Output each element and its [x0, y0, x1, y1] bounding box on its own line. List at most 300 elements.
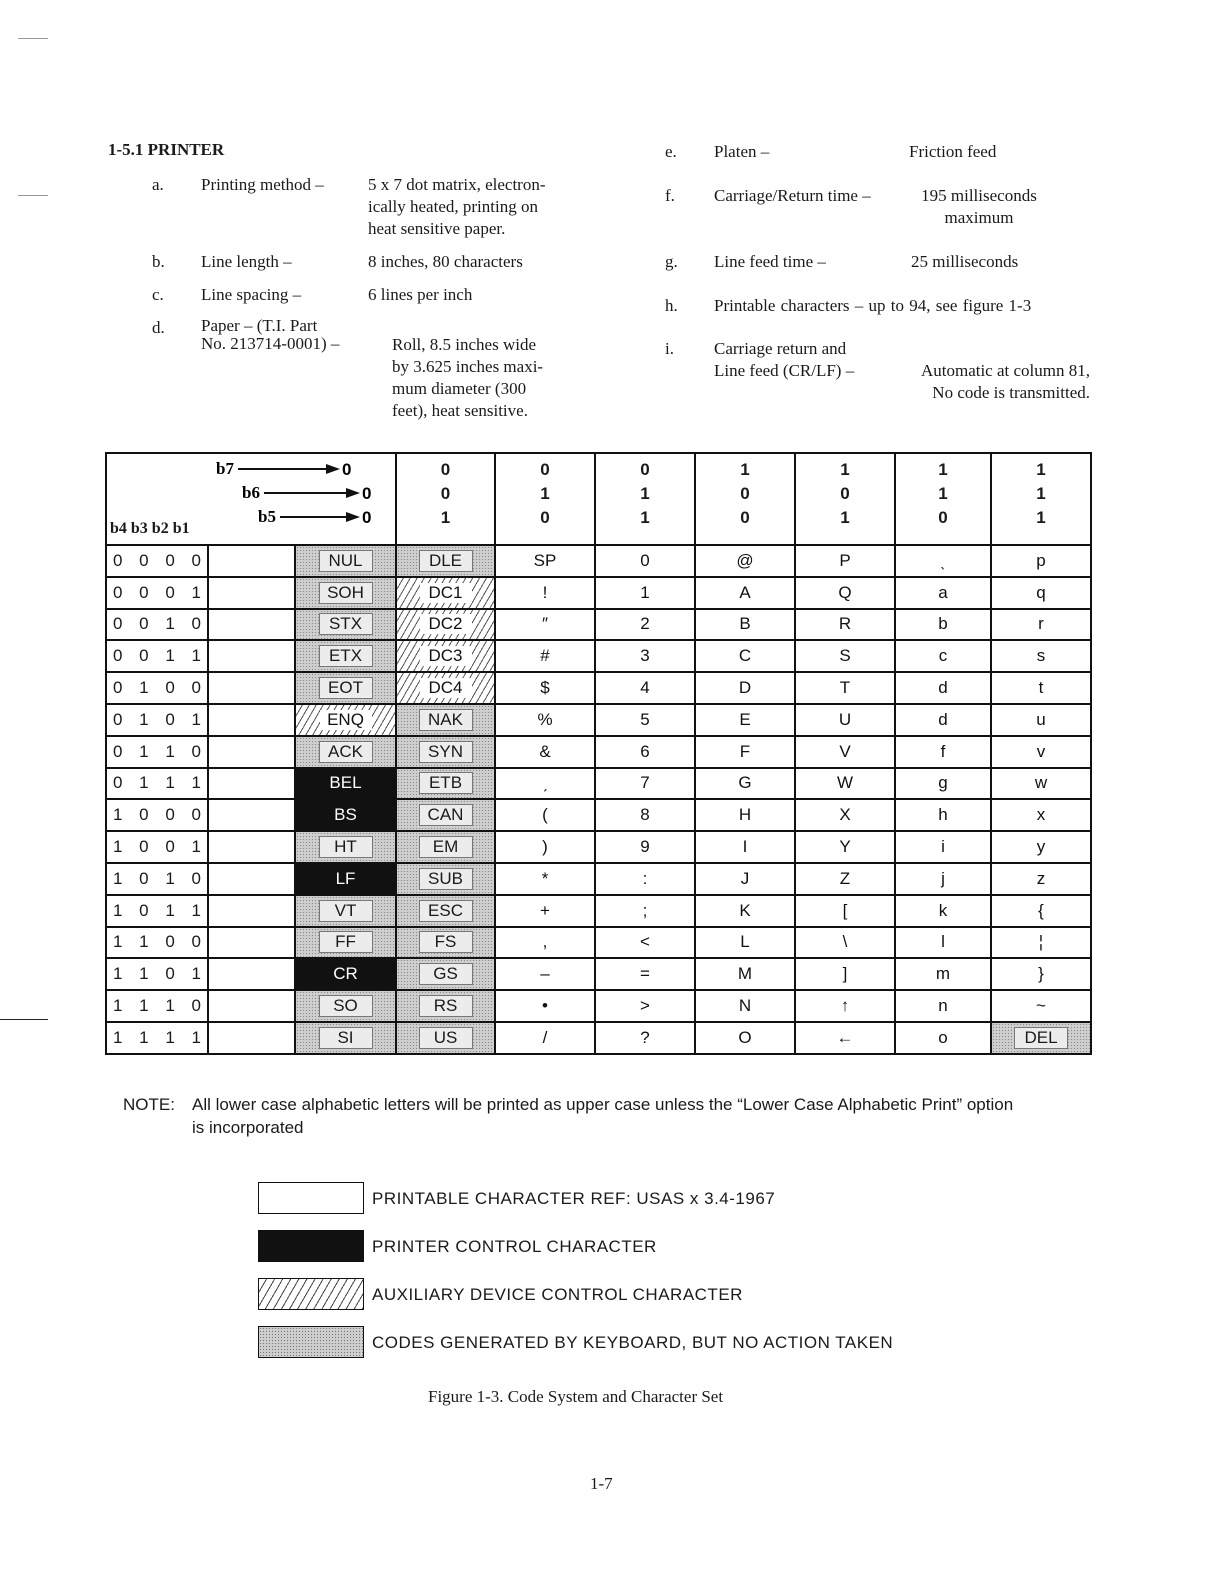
code-char: ) — [542, 837, 548, 857]
code-char: ( — [542, 805, 548, 825]
code-cell — [396, 831, 495, 863]
spec-c-value: 6 lines per inch — [368, 285, 473, 304]
code-cell — [595, 799, 695, 831]
code-cell — [991, 736, 1091, 768]
spec-i-label: Carriage return and Line feed (CR/LF) – — [714, 339, 855, 380]
code-char: $ — [540, 678, 550, 698]
code-char: DEL — [1014, 1027, 1068, 1049]
code-cell — [695, 609, 795, 641]
col-header-2: 0 1 0 — [495, 453, 595, 545]
code-char: * — [541, 868, 549, 888]
table-row — [106, 799, 1091, 831]
code-cell — [595, 768, 695, 800]
code-char: ] — [842, 964, 848, 984]
code-char: f — [940, 741, 946, 761]
row-spacer — [208, 545, 295, 577]
code-cell — [895, 831, 991, 863]
code-char: H — [738, 805, 752, 825]
b6-label: b6 — [242, 483, 260, 502]
code-cell — [795, 704, 895, 736]
table-row — [106, 831, 1091, 863]
code-char: 3 — [640, 646, 650, 666]
note-label: NOTE: — [123, 1095, 175, 1114]
code-cell — [895, 672, 991, 704]
code-char: 1 — [640, 582, 650, 602]
code-cell — [795, 545, 895, 577]
row-spacer — [208, 831, 295, 863]
code-char: n — [938, 996, 948, 1016]
code-char: Y — [839, 837, 851, 857]
code-cell — [991, 895, 1091, 927]
code-char: 9 — [640, 837, 650, 857]
code-char: p — [1036, 550, 1046, 570]
row-bits: 0 1 0 1 — [106, 704, 208, 736]
code-cell — [595, 609, 695, 641]
code-char: @ — [736, 550, 754, 570]
code-char: ″ — [541, 614, 549, 634]
spec-c-letter: c. — [152, 285, 164, 304]
row-bits: 1 0 0 0 — [106, 799, 208, 831]
code-char: u — [1036, 709, 1046, 729]
code-char: SYN — [419, 741, 473, 763]
code-cell — [595, 927, 695, 959]
code-char: ↑ — [840, 996, 850, 1016]
code-char: CAN — [419, 804, 473, 826]
code-char: RS — [419, 995, 473, 1017]
low-bits-label: b4 b3 b2 b1 — [106, 453, 208, 545]
code-cell — [991, 831, 1091, 863]
code-cell — [991, 640, 1091, 672]
code-table — [105, 452, 1092, 1055]
col-header-7: 1 1 1 — [991, 453, 1091, 545]
code-cell — [495, 672, 595, 704]
spec-g-label: Line feed time – — [714, 252, 826, 271]
code-char: U — [838, 709, 852, 729]
row-spacer — [208, 704, 295, 736]
code-cell — [396, 545, 495, 577]
code-char: P — [839, 550, 851, 570]
col-header-1: 0 0 1 — [396, 453, 495, 545]
code-cell — [595, 990, 695, 1022]
code-cell — [895, 577, 991, 609]
code-char: US — [419, 1027, 473, 1049]
code-char: v — [1036, 741, 1046, 761]
code-char: ; — [642, 900, 648, 920]
code-cell — [495, 640, 595, 672]
code-cell — [991, 1022, 1091, 1054]
code-cell — [396, 768, 495, 800]
code-char: ESC — [419, 900, 473, 922]
row-spacer — [208, 895, 295, 927]
code-cell — [795, 990, 895, 1022]
code-char: K — [739, 900, 751, 920]
code-cell — [495, 609, 595, 641]
code-cell — [595, 672, 695, 704]
code-char: SO — [319, 995, 373, 1017]
code-cell — [396, 640, 495, 672]
table-row — [106, 895, 1091, 927]
code-cell — [595, 704, 695, 736]
code-cell — [295, 577, 396, 609]
code-char: C — [738, 646, 752, 666]
code-char: B — [739, 614, 751, 634]
code-char: FS — [419, 931, 473, 953]
code-cell — [895, 895, 991, 927]
table-row — [106, 609, 1091, 641]
code-char: % — [537, 709, 553, 729]
code-char: l — [941, 932, 945, 952]
code-char: + — [540, 900, 550, 920]
spec-e-letter: e. — [665, 142, 677, 161]
code-cell — [595, 577, 695, 609]
code-char: – — [540, 964, 550, 984]
spec-d-letter: d. — [152, 318, 165, 337]
code-cell — [991, 799, 1091, 831]
code-char: < — [640, 932, 650, 952]
code-char: y — [1036, 837, 1046, 857]
code-cell — [495, 958, 595, 990]
row-spacer — [208, 927, 295, 959]
spec-i-letter: i. — [665, 339, 674, 358]
code-char: LF — [335, 868, 356, 888]
code-char: t — [1038, 678, 1044, 698]
code-cell — [396, 736, 495, 768]
code-cell — [396, 799, 495, 831]
code-char: / — [542, 1027, 548, 1047]
code-char: b — [938, 614, 948, 634]
code-cell — [595, 863, 695, 895]
row-bits: 0 0 0 1 — [106, 577, 208, 609]
code-cell — [396, 704, 495, 736]
code-char: E — [739, 709, 751, 729]
code-char: Z — [839, 868, 851, 888]
code-char: { — [1038, 900, 1044, 920]
spec-f-value: 195 milliseconds maximum — [921, 186, 1037, 227]
code-char: ETB — [419, 772, 473, 794]
code-cell — [795, 672, 895, 704]
high-bits-header — [208, 453, 396, 545]
spec-g-letter: g. — [665, 252, 678, 271]
row-bits: 0 1 1 1 — [106, 768, 208, 800]
col-header-3: 0 1 1 — [595, 453, 695, 545]
row-spacer — [208, 863, 295, 895]
scan-mark — [18, 38, 48, 39]
code-cell — [595, 895, 695, 927]
code-cell — [495, 545, 595, 577]
code-char: F — [739, 741, 751, 761]
code-cell — [295, 1022, 396, 1054]
section-title: 1-5.1 PRINTER — [108, 140, 225, 159]
code-cell — [895, 799, 991, 831]
spec-f-letter: f. — [665, 186, 675, 205]
code-char: X — [839, 805, 851, 825]
spec-i-value: Automatic at column 81, No code is transmitted. — [920, 361, 1090, 402]
code-char: T — [839, 678, 851, 698]
note-line-2: is incorporated — [192, 1118, 304, 1137]
code-cell — [695, 958, 795, 990]
code-cell — [795, 768, 895, 800]
code-cell — [695, 799, 795, 831]
code-char: BS — [334, 805, 357, 825]
code-char: 8 — [640, 805, 650, 825]
code-cell — [295, 672, 396, 704]
spec-g-value: 25 milliseconds — [911, 252, 1019, 271]
spec-c-label: Line spacing – — [201, 285, 302, 304]
code-cell — [895, 736, 991, 768]
code-char: d — [938, 709, 948, 729]
code-char: ← — [836, 1027, 854, 1047]
code-char: s — [1036, 646, 1046, 666]
code-cell — [595, 545, 695, 577]
code-cell — [396, 672, 495, 704]
code-char: J — [740, 868, 750, 888]
code-cell — [295, 640, 396, 672]
code-char: DC1 — [420, 583, 472, 603]
figure-caption: Figure 1-3. Code System and Character Set — [428, 1387, 724, 1406]
code-char: 2 — [640, 614, 650, 634]
code-cell — [795, 895, 895, 927]
code-char: HT — [319, 836, 373, 858]
code-char: EOT — [319, 677, 373, 699]
code-char: w — [1034, 773, 1048, 793]
row-spacer — [208, 799, 295, 831]
code-char: > — [640, 996, 650, 1016]
bit-arrows — [208, 454, 394, 538]
spec-f-label: Carriage/Return time – — [714, 186, 871, 205]
code-cell — [495, 736, 595, 768]
scan-mark — [18, 195, 48, 196]
row-spacer — [208, 609, 295, 641]
code-cell — [895, 990, 991, 1022]
code-char: N — [738, 996, 752, 1016]
code-cell — [295, 927, 396, 959]
code-cell — [495, 768, 595, 800]
code-char: 6 — [640, 741, 650, 761]
code-cell — [495, 863, 595, 895]
row-bits: 1 1 0 1 — [106, 958, 208, 990]
code-cell — [895, 704, 991, 736]
code-cell — [795, 640, 895, 672]
code-cell — [595, 736, 695, 768]
code-cell — [795, 958, 895, 990]
row-bits: 0 0 1 1 — [106, 640, 208, 672]
code-char: \ — [842, 932, 848, 952]
code-cell — [695, 831, 795, 863]
code-cell — [991, 609, 1091, 641]
table-row — [106, 768, 1091, 800]
code-char: Q — [838, 582, 852, 602]
row-bits: 1 1 1 0 — [106, 990, 208, 1022]
code-cell — [396, 609, 495, 641]
code-cell — [495, 799, 595, 831]
code-char: 0 — [640, 550, 650, 570]
code-cell — [396, 927, 495, 959]
code-char: ˏ — [542, 773, 548, 793]
code-cell — [295, 895, 396, 927]
spec-b-letter: b. — [152, 252, 165, 271]
code-char: ENQ — [320, 710, 372, 730]
code-cell — [295, 704, 396, 736]
row-spacer — [208, 736, 295, 768]
code-cell — [695, 736, 795, 768]
code-char: x — [1036, 805, 1046, 825]
code-char: O — [738, 1027, 752, 1047]
code-char: DLE — [419, 550, 473, 572]
code-char: D — [738, 678, 752, 698]
code-char: SI — [319, 1027, 373, 1049]
code-char: V — [839, 741, 851, 761]
spec-b-value: 8 inches, 80 characters — [368, 252, 523, 271]
scan-mark — [0, 1019, 48, 1020]
code-char: VT — [319, 900, 373, 922]
code-char: SP — [533, 550, 557, 570]
col-header-5: 1 0 1 — [795, 453, 895, 545]
page-number: 1-7 — [590, 1474, 613, 1493]
code-char: 5 — [640, 709, 650, 729]
row-bits: 1 0 0 1 — [106, 831, 208, 863]
code-cell — [991, 958, 1091, 990]
row-spacer — [208, 1022, 295, 1054]
row-bits: 1 0 1 0 — [106, 863, 208, 895]
code-char: r — [1038, 614, 1044, 634]
code-char: o — [938, 1027, 948, 1047]
code-cell — [895, 927, 991, 959]
code-char: & — [539, 741, 551, 761]
code-cell — [991, 577, 1091, 609]
row-spacer — [208, 672, 295, 704]
code-char: R — [838, 614, 852, 634]
code-cell — [991, 545, 1091, 577]
code-char: SOH — [319, 582, 373, 604]
code-cell — [595, 958, 695, 990]
code-char: FF — [319, 931, 373, 953]
code-cell — [396, 1022, 495, 1054]
note-line-1: All lower case alphabetic letters will be printed as upper case unless the “Lower Case Alphabetic Print” option — [192, 1095, 1014, 1114]
code-cell — [795, 799, 895, 831]
row-bits: 1 0 1 1 — [106, 895, 208, 927]
row-spacer — [208, 958, 295, 990]
table-row — [106, 640, 1091, 672]
code-cell — [991, 672, 1091, 704]
code-char: DC3 — [420, 646, 472, 666]
code-char: , — [542, 932, 548, 952]
row-spacer — [208, 640, 295, 672]
code-cell — [595, 640, 695, 672]
row-bits: 1 1 0 0 — [106, 927, 208, 959]
code-cell — [991, 927, 1091, 959]
row-bits: 0 0 0 0 — [106, 545, 208, 577]
legend-label-printable: PRINTABLE CHARACTER REF: USAS x 3.4-1967 — [372, 1189, 776, 1208]
code-char: z — [1036, 868, 1046, 888]
code-cell — [495, 577, 595, 609]
legend-swatch-aux — [258, 1278, 364, 1310]
code-char: S — [839, 646, 851, 666]
spec-e-label: Platen – — [714, 142, 770, 161]
table-row — [106, 704, 1091, 736]
spec-h-label: Printable characters – up to 94, see figure 1-3 — [714, 296, 1032, 315]
code-cell — [695, 672, 795, 704]
code-cell — [495, 704, 595, 736]
b7-label: b7 — [216, 459, 234, 478]
code-cell — [295, 990, 396, 1022]
code-cell — [695, 895, 795, 927]
code-cell — [396, 990, 495, 1022]
spec-d-value: Roll, 8.5 inches wide by 3.625 inches maxi- mum diameter (300 feet), heat sensitive. — [392, 335, 544, 420]
table-row — [106, 863, 1091, 895]
code-cell — [595, 1022, 695, 1054]
code-char: : — [642, 868, 648, 888]
code-char: A — [739, 582, 751, 602]
table-row — [106, 990, 1091, 1022]
code-cell — [295, 799, 396, 831]
code-cell — [991, 704, 1091, 736]
code-char: • — [542, 996, 548, 1016]
table-row — [106, 927, 1091, 959]
table-row — [106, 958, 1091, 990]
b6-arrowhead — [346, 488, 360, 498]
code-cell — [295, 768, 396, 800]
code-cell — [795, 831, 895, 863]
code-cell — [495, 1022, 595, 1054]
legend-label-keyboard: CODES GENERATED BY KEYBOARD, BUT NO ACTION TAKEN — [372, 1333, 894, 1352]
code-char: k — [938, 900, 948, 920]
code-cell — [895, 1022, 991, 1054]
spec-a-value: 5 x 7 dot matrix, electron- ically heated, printing on heat sensitive paper. — [368, 175, 546, 238]
code-cell — [695, 768, 795, 800]
legend-swatch-keyboard — [258, 1326, 364, 1358]
code-cell — [295, 736, 396, 768]
code-char: [ — [842, 900, 848, 920]
code-cell — [795, 736, 895, 768]
code-cell — [895, 609, 991, 641]
code-char: ETX — [319, 645, 373, 667]
row-bits: 0 1 0 0 — [106, 672, 208, 704]
b5-label: b5 — [258, 507, 276, 526]
code-cell — [595, 831, 695, 863]
code-cell — [795, 863, 895, 895]
code-char: I — [742, 837, 748, 857]
code-char: ˎ — [940, 550, 946, 570]
code-char: j — [941, 868, 945, 888]
legend-swatch-control — [258, 1230, 364, 1262]
code-cell — [695, 640, 795, 672]
code-char: d — [938, 678, 948, 698]
code-char: c — [938, 646, 948, 666]
code-cell — [295, 831, 396, 863]
code-char: ~ — [1036, 996, 1046, 1016]
code-char: BEL — [329, 773, 362, 793]
code-cell — [795, 609, 895, 641]
code-char: ! — [542, 582, 548, 602]
col-header-6: 1 1 0 — [895, 453, 991, 545]
code-cell — [695, 1022, 795, 1054]
code-char: # — [540, 646, 550, 666]
code-char: DC2 — [420, 614, 472, 634]
code-char: CR — [333, 964, 358, 984]
code-char: q — [1036, 582, 1046, 602]
code-cell — [396, 577, 495, 609]
code-cell — [991, 990, 1091, 1022]
code-cell — [695, 927, 795, 959]
table-row — [106, 577, 1091, 609]
code-char: DC4 — [420, 678, 472, 698]
code-cell — [695, 863, 795, 895]
row-spacer — [208, 768, 295, 800]
b5-arrowhead — [346, 512, 360, 522]
code-cell — [495, 831, 595, 863]
code-char: h — [938, 805, 948, 825]
row-bits: 1 1 1 1 — [106, 1022, 208, 1054]
